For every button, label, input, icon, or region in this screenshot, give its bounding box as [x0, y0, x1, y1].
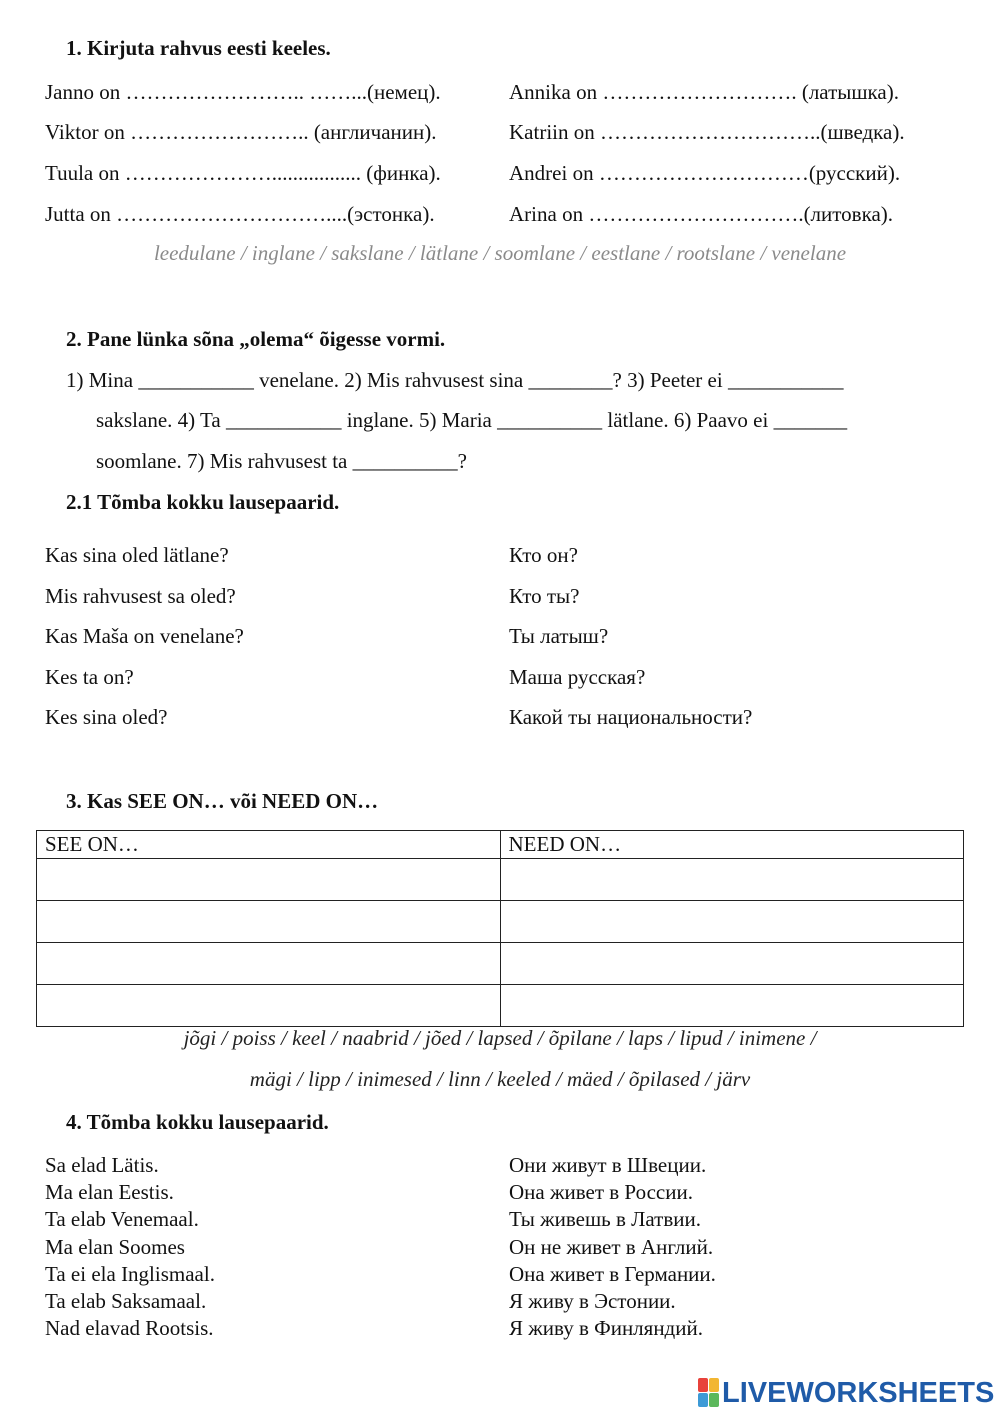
task4-title: 4. Tõmba kokku lausepaarid.: [66, 1110, 329, 1134]
task4-left-5: Ta ei ela Inglismaal.: [45, 1262, 215, 1286]
see-need-table: [36, 830, 964, 1027]
task4-left-3: Ta elab Venemaal.: [45, 1207, 199, 1231]
need-on-cell[interactable]: [500, 985, 964, 1027]
task1-right-1: Annika on ………………………. (латышка).: [509, 80, 899, 104]
task1-left-1: Janno on …………………….. ……...(немец).: [45, 80, 441, 104]
task4-right-3: Ты живешь в Латвии.: [509, 1207, 702, 1231]
liveworksheets-logo[interactable]: [698, 1376, 994, 1410]
task2-1-left-4: Kes ta on?: [45, 665, 134, 689]
need-on-cell[interactable]: [500, 943, 964, 985]
task3-word-bank-1: jõgi / poiss / keel / naabrid / jõed / lapsed / õpilane / laps / lipud / inimene /: [183, 1026, 817, 1050]
need-on-cell[interactable]: [500, 901, 964, 943]
task4-left-1: Sa elad Lätis.: [45, 1153, 159, 1177]
task4-right-6: Я живу в Эстонии.: [509, 1289, 676, 1313]
task1-right-4: Arina on ………………………….(литовка).: [509, 202, 894, 226]
task2-1-right-3: Ты латыш?: [509, 624, 609, 648]
task1-left-3: Tuula on …………………................. (финка).: [45, 161, 441, 185]
task2-line-2: sakslane. 4) Ta ___________ inglane. 5) Maria __________ lätlane. 6) Paavo ei _______: [96, 408, 848, 432]
logo-text: LIVEWORKSHEETS: [722, 1376, 995, 1409]
task2-1-right-5: Какой ты национальности?: [509, 705, 753, 729]
task1-left-2: Viktor on …………………….. (англичанин).: [45, 120, 437, 144]
task1-title: 1. Kirjuta rahvus eesti keeles.: [66, 36, 331, 60]
task4-right-4: Он не живет в Англий.: [509, 1235, 714, 1259]
task2-1-left-3: Kas Maša on venelane?: [45, 624, 244, 648]
task2-1-right-1: Кто он?: [509, 543, 578, 567]
logo-blocks-icon: [698, 1378, 720, 1408]
task2-1-title: 2.1 Tõmba kokku lausepaarid.: [66, 490, 340, 514]
task1-right-2: Katriin on …………………………..(шведка).: [509, 120, 905, 144]
task2-line-1: 1) Mina ___________ venelane. 2) Mis rahvusest sina ________? 3) Peeter ei ___________: [66, 368, 844, 392]
task2-1-right-2: Кто ты?: [509, 584, 580, 608]
task4-left-6: Ta elab Saksamaal.: [45, 1289, 207, 1313]
task4-right-2: Она живет в России.: [509, 1180, 693, 1204]
task2-1-left-1: Kas sina oled lätlane?: [45, 543, 229, 567]
task4-left-7: Nad elavad Rootsis.: [45, 1316, 214, 1340]
task2-title: 2. Pane lünka sõna „olema“ õigesse vormi.: [66, 327, 446, 351]
task2-line-3: soomlane. 7) Mis rahvusest ta __________?: [96, 449, 467, 473]
see-on-cell[interactable]: [37, 859, 501, 901]
task2-1-left-5: Kes sina oled?: [45, 705, 168, 729]
see-on-cell[interactable]: [37, 943, 501, 985]
see-on-cell[interactable]: [37, 985, 501, 1027]
task3-word-bank-2: mägi / lipp / inimesed / linn / keeled / mäed / õpilased / järv: [249, 1067, 751, 1091]
need-on-header: NEED ON…: [500, 831, 964, 859]
task4-right-1: Они живут в Швеции.: [509, 1153, 707, 1177]
need-on-cell[interactable]: [500, 859, 964, 901]
task4-right-5: Она живет в Германии.: [509, 1262, 716, 1286]
task4-left-2: Ma elan Eestis.: [45, 1180, 174, 1204]
task1-left-4: Jutta on …………………………....(эстонка).: [45, 202, 435, 226]
see-on-header: SEE ON…: [37, 831, 501, 859]
task2-1-right-4: Маша русская?: [509, 665, 646, 689]
task2-1-left-2: Mis rahvusest sa oled?: [45, 584, 236, 608]
see-on-cell[interactable]: [37, 901, 501, 943]
task3-title: 3. Kas SEE ON… või NEED ON…: [66, 789, 379, 813]
task4-left-4: Ma elan Soomes: [45, 1235, 185, 1259]
task1-right-3: Andrei on …………………………(русский).: [509, 161, 901, 185]
task4-right-7: Я живу в Финляндий.: [509, 1316, 703, 1340]
task1-word-bank: leedulane / inglane / sakslane / lätlane / soomlane / eestlane / rootslane / venelane: [153, 241, 847, 265]
